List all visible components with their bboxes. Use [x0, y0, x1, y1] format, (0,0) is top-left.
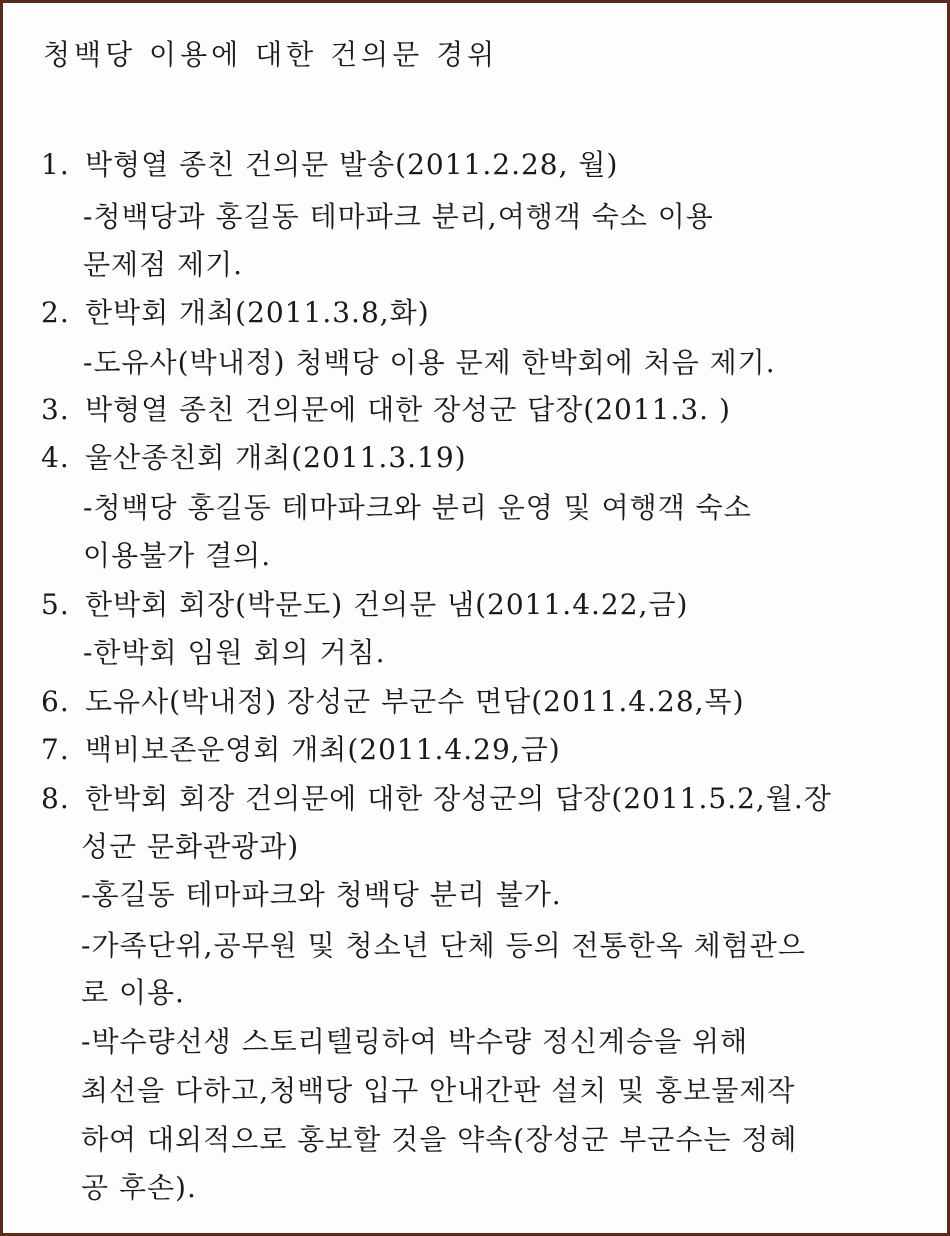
list-item-8-detail: 로 이용. — [81, 976, 185, 1009]
list-item-2: 2. 한박회 개최(2011.3.8,화) — [41, 296, 430, 329]
list-item-8-detail: -박수량선생 스토리텔링하여 박수량 정신계승을 위해 — [81, 1025, 749, 1058]
list-item-6: 6. 도유사(박내정) 장성군 부군수 면담(2011.4.28,목) — [41, 685, 745, 718]
list-item-4-detail: 이용불가 결의. — [83, 539, 272, 572]
list-item-3: 3. 박형열 종친 건의문에 대한 장성군 답장(2011.3. ) — [41, 393, 731, 426]
list-item-7: 7. 백비보존운영회 개최(2011.4.29,금) — [41, 733, 561, 766]
list-item-8-detail: 공 후손). — [81, 1171, 197, 1204]
list-item-1-detail: -청백당과 홍길동 테마파크 분리,여행객 숙소 이용 — [83, 200, 714, 233]
list-item-5-detail: -한박회 임원 회의 거침. — [83, 636, 386, 669]
list-item-8-detail: 최선을 다하고,청백당 입구 안내간판 설치 및 홍보물제작 — [81, 1074, 796, 1107]
document-title: 청백당 이용에 대한 건의문 경위 — [43, 38, 499, 71]
list-item-1: 1. 박형열 종친 건의문 발송(2011.2.28, 월) — [41, 148, 619, 181]
list-item-2-detail: -도유사(박내정) 청백당 이용 문제 한박회에 처음 제기. — [83, 346, 776, 379]
list-item-8-continuation: 성군 문화관광과) — [81, 830, 300, 863]
list-item-1-detail: 문제점 제기. — [83, 248, 244, 281]
list-item-8: 8. 한박회 회장 건의문에 대한 장성군의 답장(2011.5.2,월.장 — [41, 782, 832, 815]
list-item-8-detail: -홍길동 테마파크와 청백당 분리 불가. — [81, 878, 562, 911]
list-item-5: 5. 한박회 회장(박문도) 건의문 냄(2011.4.22,금) — [41, 588, 689, 621]
list-item-4: 4. 울산종친회 개최(2011.3.19) — [41, 441, 467, 474]
list-item-8-detail: -가족단위,공무원 및 청소년 단체 등의 전통한옥 체험관으 — [81, 929, 806, 962]
list-item-8-detail: 하여 대외적으로 홍보할 것을 약속(장성군 부군수는 정혜 — [81, 1123, 798, 1156]
list-item-4-detail: -청백당 홍길동 테마파크와 분리 운영 및 여행객 숙소 — [83, 491, 752, 524]
